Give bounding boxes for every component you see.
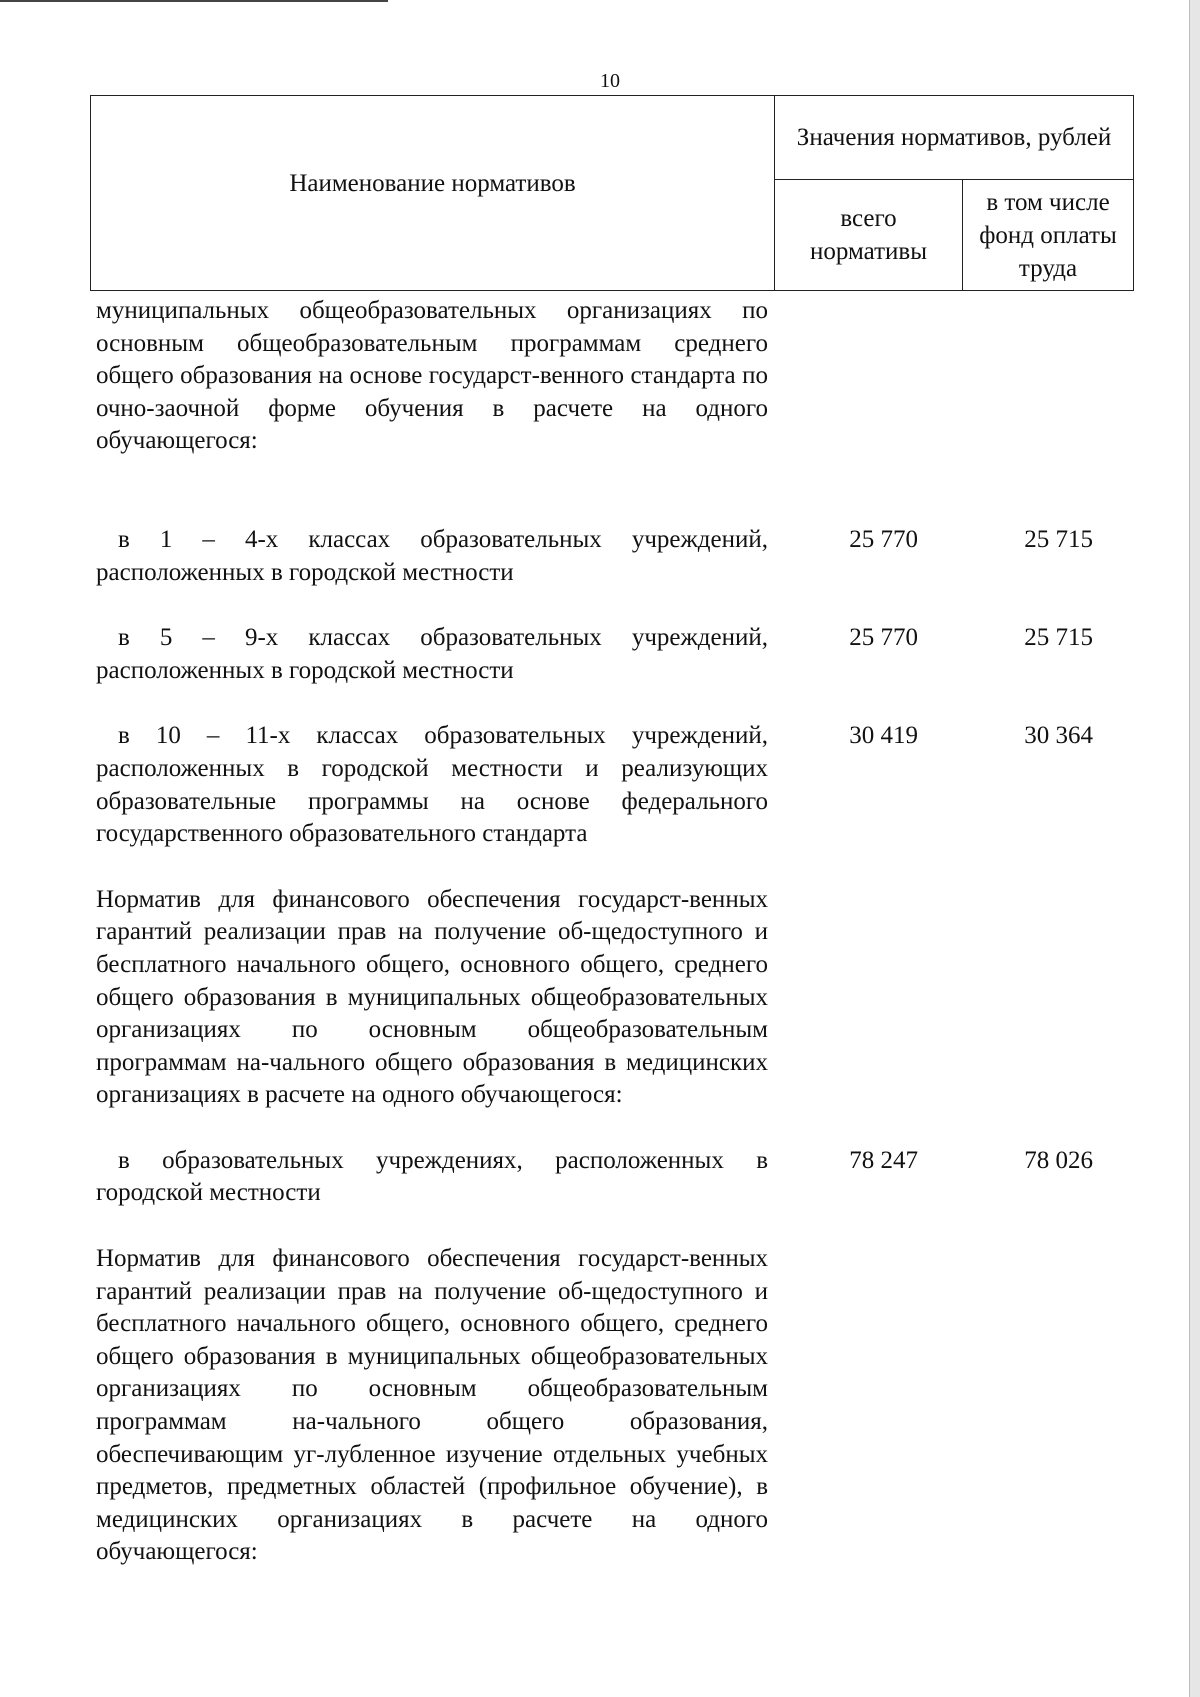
top-rule xyxy=(0,0,388,2)
row-total: 25 770 xyxy=(849,624,918,652)
table-header xyxy=(90,95,1134,291)
header-wage-fund-column: в том числе фонд оплаты труда xyxy=(979,188,1117,282)
row-text: в 1 – 4-х классах образовательных учреждений, расположенных в городской местности xyxy=(96,525,768,586)
table-body xyxy=(96,295,1136,1569)
row-wage-fund: 30 364 xyxy=(1024,722,1093,750)
row-text: в 10 – 11-х классах образовательных учреждений, расположенных в городской местности и реализующих образовательные программы на основе федерального государственного образовательного стандарта xyxy=(96,722,768,848)
row-total: 78 247 xyxy=(849,1146,918,1174)
row-text: Норматив для финансового обеспечения государст-венных гарантий реализации прав на получение об-щедоступного и бесплатного начального общего, основного общего, среднего общего образования в муниципальных общеобразовательных организациях по основным общеобразовательным программам на-чального общего образования, обеспечивающим уг-лубленное изучение отдельных учебных предметов, предметных областей (профильное обучение), в медицинских организациях в расчете на одного обучающегося: xyxy=(96,1245,768,1566)
header-total-column: всего нормативы xyxy=(775,180,963,290)
row-total: 30 419 xyxy=(849,722,918,750)
header-name-column: Наименование нормативов xyxy=(91,96,775,290)
header-values-group: Значения нормативов, рублей xyxy=(775,96,1133,180)
table-row xyxy=(96,1243,1136,1569)
table-row xyxy=(96,622,1136,687)
table-row xyxy=(96,884,1136,1112)
table-row xyxy=(96,1145,1136,1210)
row-wage-fund: 78 026 xyxy=(1024,1146,1093,1174)
row-text: в образовательных учреждениях, расположенных в городской местности xyxy=(96,1146,768,1207)
row-wage-fund: 25 715 xyxy=(1024,525,1093,553)
row-text: в 5 – 9-х классах образовательных учреждений, расположенных в городской местности xyxy=(96,624,768,684)
row-total: 25 770 xyxy=(849,525,918,553)
table-row xyxy=(96,720,1136,850)
table-row xyxy=(96,295,1136,458)
page-number: 10 xyxy=(600,70,620,92)
row-text: Норматив для финансового обеспечения государст-венных гарантий реализации прав на получение об-щедоступного и бесплатного начального общего, основного общего, среднего общего образования в муниципальных общеобразовательных организациях по основным общеобразовательным программам на-чального общего образования в медицинских организациях в расчете на одного обучающегося: xyxy=(96,885,768,1109)
row-text: муниципальных общеобразовательных организациях по основным общеобразовательным программам среднего общего образования на основе государст-венного стандарта по очно-заочной форме обучения в расчете на одного обучающегося: xyxy=(96,297,768,455)
table-row xyxy=(96,524,1136,589)
page-edge xyxy=(1189,0,1200,1697)
row-wage-fund: 25 715 xyxy=(1024,624,1093,652)
